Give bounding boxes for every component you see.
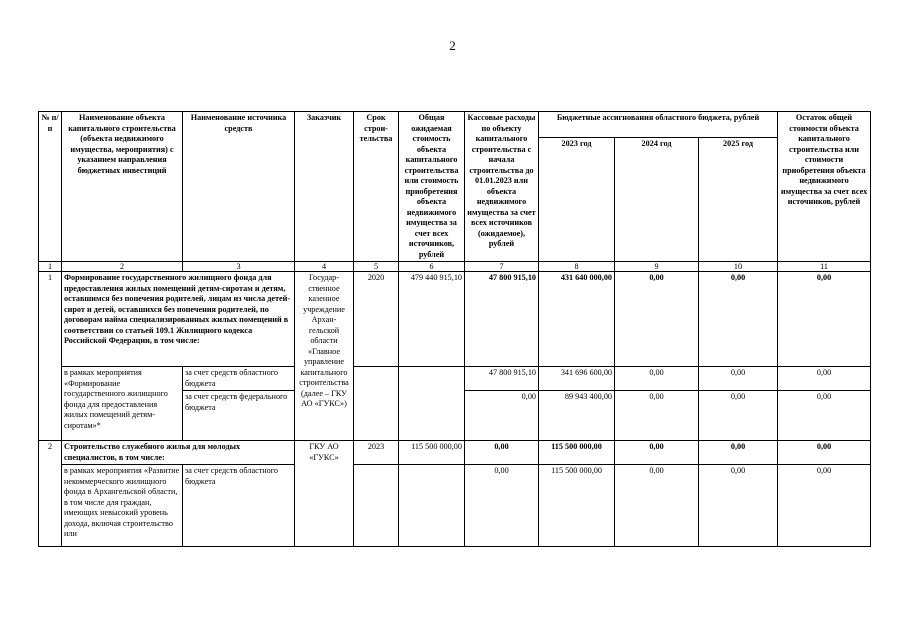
total-empty [399, 465, 465, 547]
allocation-2024: 0,00 [615, 367, 699, 391]
row-number-empty [39, 367, 62, 391]
index-cell: 8 [539, 262, 615, 272]
table-row [39, 367, 871, 391]
index-cell: 9 [615, 262, 699, 272]
allocation-2023: 341 696 600,00 [539, 367, 615, 391]
sub-measure-name: в рамках мероприятия «Формирование государственного жилищного фонда для предоставления жилых помещений детям-сиротам»* [62, 367, 183, 441]
cash-expenses: 0,00 [465, 391, 539, 441]
remaining-cost: 0,00 [778, 465, 871, 547]
index-cell: 10 [699, 262, 778, 272]
remaining-cost: 0,00 [778, 391, 871, 441]
total-empty [399, 367, 465, 391]
row-number-empty [39, 465, 62, 547]
object-name: Строительство служебного жилья для молодых специалистов, в том числе: [62, 441, 295, 465]
term-empty [354, 391, 399, 441]
customer: ГКУ АО «ГУКС» [295, 441, 354, 547]
cash-expenses: 47 800 915,10 [465, 367, 539, 391]
index-cell: 11 [778, 262, 871, 272]
allocation-2025: 0,00 [699, 391, 778, 441]
allocation-2023: 89 943 400,00 [539, 391, 615, 441]
header-year-2025: 2025 год [699, 138, 778, 262]
column-index-row [39, 262, 871, 272]
customer: Государ-ственное казенное учреждение Архан-гельской области «Главное управление капитального строительства (далее – ГКУ АО «ГУКС») [295, 272, 354, 441]
index-cell: 3 [183, 262, 295, 272]
allocation-2024: 0,00 [615, 441, 699, 465]
allocation-2025: 0,00 [699, 465, 778, 547]
index-cell: 6 [399, 262, 465, 272]
sub-measure-name: в рамках мероприятия «Развитие некоммерческого жилищного фонда в Архангельской области, в том числе для граждан, имеющих невысокий уровень дохода, включая строительство или [62, 465, 183, 547]
funding-source: за счет средств областного бюджета [183, 465, 295, 547]
header-source: Наименование источника средств [183, 112, 295, 262]
allocation-2025: 0,00 [699, 367, 778, 391]
allocation-2024: 0,00 [615, 465, 699, 547]
term-empty [354, 465, 399, 547]
allocation-2024: 0,00 [615, 391, 699, 441]
table-row [39, 441, 871, 465]
funding-source: за счет средств федерального бюджета [183, 391, 295, 441]
cash-expenses: 47 800 915,10 [465, 272, 539, 367]
row-number: 2 [39, 441, 62, 465]
index-cell: 2 [62, 262, 183, 272]
allocation-2023: 431 640 000,00 [539, 272, 615, 367]
funding-source: за счет средств областного бюджета [183, 367, 295, 391]
index-cell: 5 [354, 262, 399, 272]
row-number-empty [39, 391, 62, 441]
header-remaining-cost: Остаток общей стоимости объекта капитального строительства или стоимости приобретения объекта недвижимого имущества за счет всех источников, рублей [778, 112, 871, 262]
allocation-2025: 0,00 [699, 441, 778, 465]
allocation-2024: 0,00 [615, 272, 699, 367]
header-number: № п/п [39, 112, 62, 262]
allocation-2023: 115 500 000,00 [539, 441, 615, 465]
total-empty [399, 391, 465, 441]
page-number: 2 [449, 38, 456, 53]
construction-term: 2020 [354, 272, 399, 367]
construction-term: 2023 [354, 441, 399, 465]
allocation-2025: 0,00 [699, 272, 778, 367]
header-budget-allocations: Бюджетные ассигнования областного бюджета, рублей [539, 112, 778, 138]
budget-investment-table [38, 111, 871, 547]
remaining-cost: 0,00 [778, 441, 871, 465]
remaining-cost: 0,00 [778, 272, 871, 367]
header-object-name: Наименование объекта капитального строительства (объекта недвижимого имущества, мероприятия) с указанием направления бюджетных инвестиций [62, 112, 183, 262]
table-row [39, 465, 871, 547]
cash-expenses: 0,00 [465, 465, 539, 547]
header-customer: Заказчик [295, 112, 354, 262]
index-cell: 7 [465, 262, 539, 272]
term-empty [354, 367, 399, 391]
total-cost: 115 500 000,00 [399, 441, 465, 465]
header-term: Срок строи-тельства [354, 112, 399, 262]
header-cash-expenses: Кассовые расходы по объекту капитального строительства с начала строительства до 01.01.2023 или объекта недвижимого имущества за счет всех источников (ожидаемое), рублей [465, 112, 539, 262]
row-number: 1 [39, 272, 62, 367]
table-row [39, 272, 871, 367]
total-cost: 479 440 915,10 [399, 272, 465, 367]
index-cell: 4 [295, 262, 354, 272]
object-name: Формирование государственного жилищного фонда для предоставления жилых помещений детям-сиротам и детям, оставшимся без попечения родителей, лицам из числа детей-сирот и детей, оставшихся без попечения родителей, по договорам найма специализированных жилых помещений в соответствии со статьей 109.1 Жилищного кодекса Российской Федерации, в том числе: [62, 272, 295, 367]
header-year-2023: 2023 год [539, 138, 615, 262]
allocation-2023: 115 500 000,00 [539, 465, 615, 547]
cash-expenses: 0,00 [465, 441, 539, 465]
index-cell: 1 [39, 262, 62, 272]
header-row [39, 112, 871, 138]
header-year-2024: 2024 год [615, 138, 699, 262]
header-total-cost: Общая ожидаемая стоимость объекта капитального строительства или стоимость приобретения объекта недвижимого имущества за счет всех источников, рублей [399, 112, 465, 262]
remaining-cost: 0,00 [778, 367, 871, 391]
